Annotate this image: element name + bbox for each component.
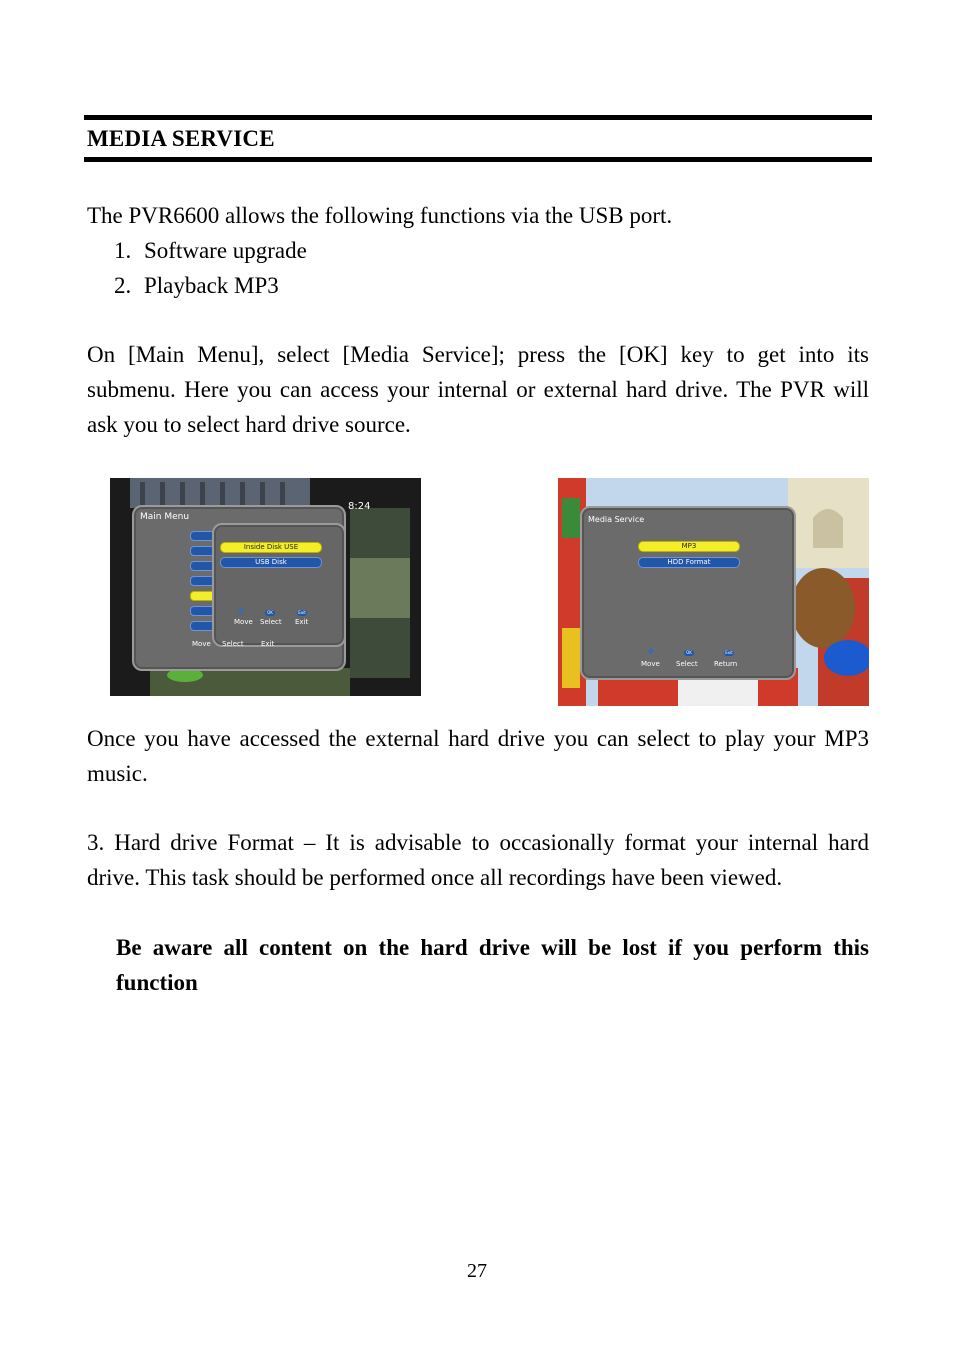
move-arrows-icon: ✥: [647, 647, 655, 656]
list-item: [114, 233, 307, 268]
screenshot-main-menu: [110, 478, 421, 696]
warning-text: Be aware all content on the hard drive will be lost if you perform this function: [116, 935, 869, 995]
list-item-number: 1.: [114, 238, 132, 263]
return-hint: Return: [714, 660, 738, 668]
exit-key-icon: Exit: [725, 650, 733, 655]
exit-key-icon: Exit: [298, 610, 306, 615]
move-hint: Move: [234, 618, 253, 626]
move-arrows-icon: ✥: [237, 607, 245, 616]
select-hint: Select: [260, 618, 282, 626]
media-service-title: Media Service: [588, 515, 645, 524]
page-number: 27: [467, 1260, 487, 1282]
heading-rule-bottom: [84, 157, 872, 162]
screenshot-media-service: [558, 478, 869, 706]
clock-time: 8:24: [348, 501, 371, 512]
select-hint-outer: Select: [222, 640, 244, 648]
main-menu-title: Main Menu: [140, 512, 190, 522]
ok-key-icon: OK: [684, 650, 694, 656]
paragraph-main-menu: On [Main Menu], select [Media Service]; press the [OK] key to get into its submenu. Here you can access your internal or external hard drive. The PVR will ask you to select hard drive source.: [87, 342, 869, 437]
paragraph-hard-drive-format: 3. Hard drive Format – It is advisable to occasionally format your internal hard drive. This task should be performed once all recordings have been viewed.: [87, 830, 869, 890]
select-hint: Select: [676, 660, 698, 668]
inside-disk-option[interactable]: Inside Disk USE: [220, 542, 322, 553]
list-item-label: Software upgrade: [144, 238, 307, 263]
exit-hint: Exit: [295, 618, 309, 626]
hdd-format-option[interactable]: HDD Format: [638, 557, 740, 568]
heading-rule-top: [84, 115, 872, 120]
list-item: [114, 268, 279, 303]
ok-key-icon: OK: [265, 610, 275, 616]
list-item-number: 2.: [114, 273, 132, 298]
exit-hint-outer: Exit: [261, 640, 275, 648]
mp3-option[interactable]: MP3: [638, 541, 740, 552]
usb-disk-option[interactable]: USB Disk: [220, 557, 322, 568]
list-item-label: Playback MP3: [144, 273, 279, 298]
intro-text: The PVR6600 allows the following functions via the USB port.: [87, 203, 673, 228]
paragraph-external-drive: Once you have accessed the external hard drive you can select to play your MP3 music.: [87, 726, 869, 786]
move-hint: Move: [641, 660, 660, 668]
section-heading: MEDIA SERVICE: [87, 126, 275, 151]
move-hint-outer: Move: [192, 640, 211, 648]
